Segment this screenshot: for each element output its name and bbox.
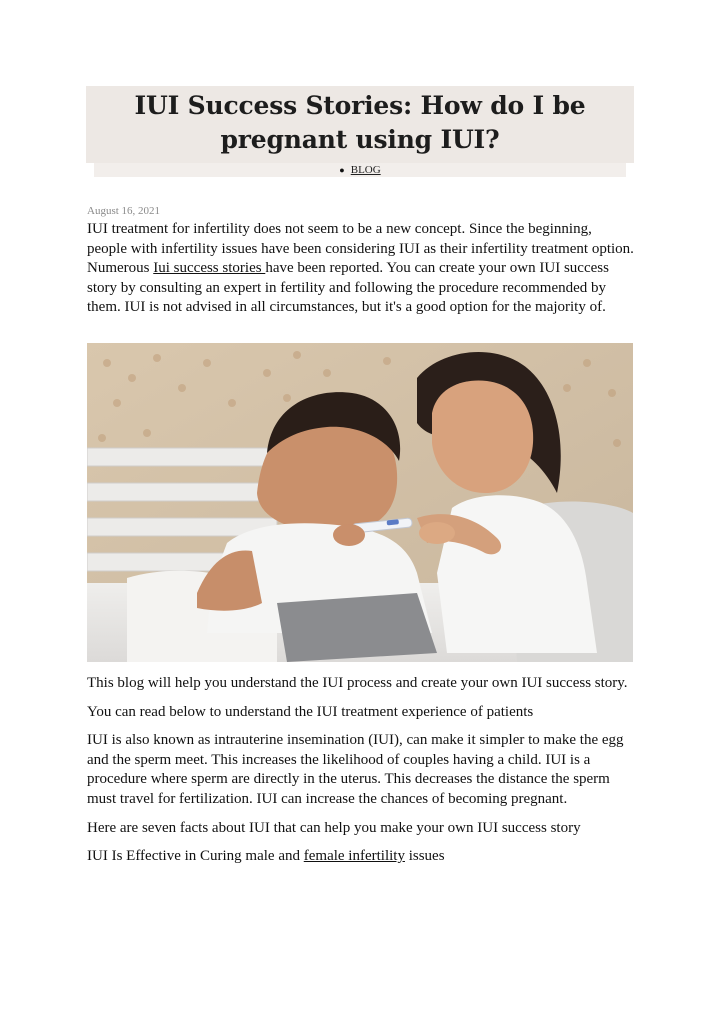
category-band — [94, 163, 626, 177]
body-paragraph-1: This blog will help you understand the IUI process and create your own IUI success story. — [87, 675, 628, 691]
couple-pregnancy-test-photo — [87, 343, 633, 662]
title-band — [86, 86, 634, 163]
female-infertility-link[interactable]: female infertility — [303, 848, 405, 865]
category-link-blog[interactable]: BLOG — [350, 164, 381, 176]
article-body — [87, 674, 635, 876]
body-paragraph-5-text-2: issues — [404, 848, 445, 865]
intro-paragraph — [87, 220, 635, 318]
intro-text-1: IUI treatment for infertility does not seem to be a new concept. Since the beginning, people with infertility issues have been considering IUI as their infertility treatment option. Numerous — [87, 221, 634, 277]
body-paragraph-5 — [87, 847, 635, 867]
body-paragraph-4: Here are seven facts about IUI that can help you make your own IUI success story — [87, 819, 581, 836]
page-title: IUI Success Stories: How do I be pregnant using IUI? — [134, 91, 586, 154]
photo-illustration — [87, 343, 633, 662]
body-paragraph-3: IUI is also known as intrauterine insemination (IUI), can make it simpler to make the egg and the sperm meet. This increases the likelihood of couples having a child. IUI is a procedure where sperm are directly in the uterus. This decreases the distance the sperm must travel for fertilization. IUI can increase the chances of becoming pregnant. — [87, 732, 624, 807]
iui-success-stories-link[interactable]: Iui success stories — [153, 260, 266, 277]
body-paragraph-5-text-1: IUI Is Effective in Curing male and — [87, 848, 304, 865]
post-header — [86, 86, 634, 177]
intro-text-2: have been reported. You can create your own IUI success story by consulting an expert in fertility and following the procedure recommended by them. IUI is not advised in all circumstances, but it's a good option for the majority of. — [87, 260, 609, 316]
bullet-icon: ● — [339, 165, 345, 175]
body-paragraph-2: You can read below to understand the IUI treatment experience of patients — [87, 703, 534, 720]
post-date: August 16, 2021 — [87, 205, 161, 217]
